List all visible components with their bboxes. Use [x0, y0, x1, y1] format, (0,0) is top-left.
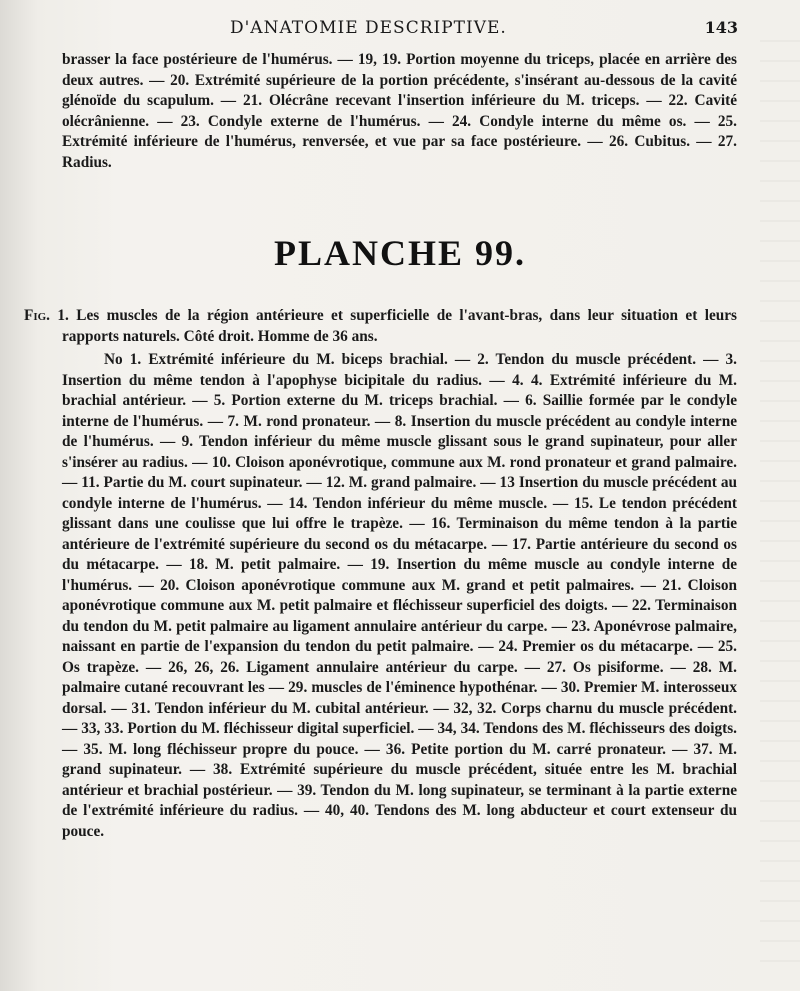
continuation-paragraph: [62, 50, 737, 173]
show-through-text: [760, 40, 800, 980]
page-number: 143: [704, 18, 738, 37]
running-head: D'ANATOMIE DESCRIPTIVE.: [230, 18, 507, 38]
plate-title: PLANCHE 99.: [273, 233, 526, 273]
figure-caption-line: [24, 306, 737, 347]
continuation-text: brasser la face postérieure de l'humérus. — 19, 19. Portion moyenne du triceps, placée en arrière des deux autres. — 20. Extrémité supérieure de la portion précédente, s'insérant au-dessous de la cavité glénoïde du scapulum. — 21. Olécrâne recevant l'insertion inférieure du M. triceps. — 22. Cavité olécrânienne. — 23. Condyle externe de l'humérus. — 24. Condyle interne du même os. — 25. Extrémité inférieure de l'humérus, renversée, et vue par sa face postérieure. — 26. Cubitus. — 27. Radius.: [62, 51, 737, 171]
figure-caption: Les muscles de la région antérieure et superficielle de l'avant-bras, dans leur situation et leurs rapports naturels. Côté droit. Homme de 36 ans.: [62, 307, 737, 345]
figure-description: [24, 306, 737, 842]
figure-legend: No 1. Extrémité inférieure du M. biceps brachial. — 2. Tendon du muscle précédent. — 3. Insertion du même tendon à l'apophyse bicipitale du radius. — 4. 4. Extrémité inférieure du M. brachial antérieur. — 5. Portion externe du M. triceps brachial. — 6. Saillie formée par le condyle interne de l'humérus. — 7. M. rond pronateur. — 8. Insertion du muscle précédent au condyle interne de l'humérus. — 9. Tendon inférieur du même muscle glissant sous le grand supinateur, pour aller s'insérer au radius. — 10. Cloison aponévrotique, commune aux M. rond pronateur et grand palmaire. — 11. Partie du M. court supinateur. — 12. M. grand palmaire. — 13 Insertion du muscle précédent au condyle interne de l'humérus. — 14. Tendon inférieur du même muscle. — 15. Le tendon précédent glissant dans une coulisse que lui offre le trapèze. — 16. Terminaison du même tendon à la partie antérieure de l'extrémité supérieure du second os du métacarpe. — 17. Partie antérieure du second os du métacarpe. — 18. M. petit palmaire. — 19. Insertion du même muscle au condyle interne de l'humérus. — 20. Cloison aponévrotique commune aux M. grand et petit palmaires. — 21. Cloison aponévrotique commune aux M. petit palmaire et fléchisseur superficiel des doigts. — 22. Terminaison du tendon du M. petit palmaire au ligament annulaire antérieur du carpe. — 23. Aponévrose palmaire, naissant en partie de l'expansion du tendon du petit palmaire. — 24. Premier os du métacarpe. — 25. Os trapèze. — 26, 26, 26. Ligament annulaire antérieur du carpe. — 27. Os pisiforme. — 28. M. palmaire cutané recouvrant les — 29. muscles de l'éminence hypothénar. — 30. Premier M. interosseux dorsal. — 31. Tendon inférieur du M. cubital antérieur. — 32, 32. Corps charnu du muscle précédent. — 33, 33. Portion du M. fléchisseur digital superficiel. — 34, 34. Tendons des M. fléchisseurs des doigts. — 35. M. long fléchisseur propre du pouce. — 36. Petite portion du M. carré pronateur. — 37. M. grand supinateur. — 38. Extrémité supérieure du muscle précédent, située entre les M. brachial antérieur et brachial postérieur. — 39. Tendon du M. long supinateur, se terminant à la partie externe de l'extrémité inférieure du radius. — 40, 40. Tendons des M. long abducteur et court extenseur du pouce.: [62, 351, 737, 840]
page-header: [0, 14, 800, 44]
figure-label: Fig. 1.: [24, 307, 69, 324]
